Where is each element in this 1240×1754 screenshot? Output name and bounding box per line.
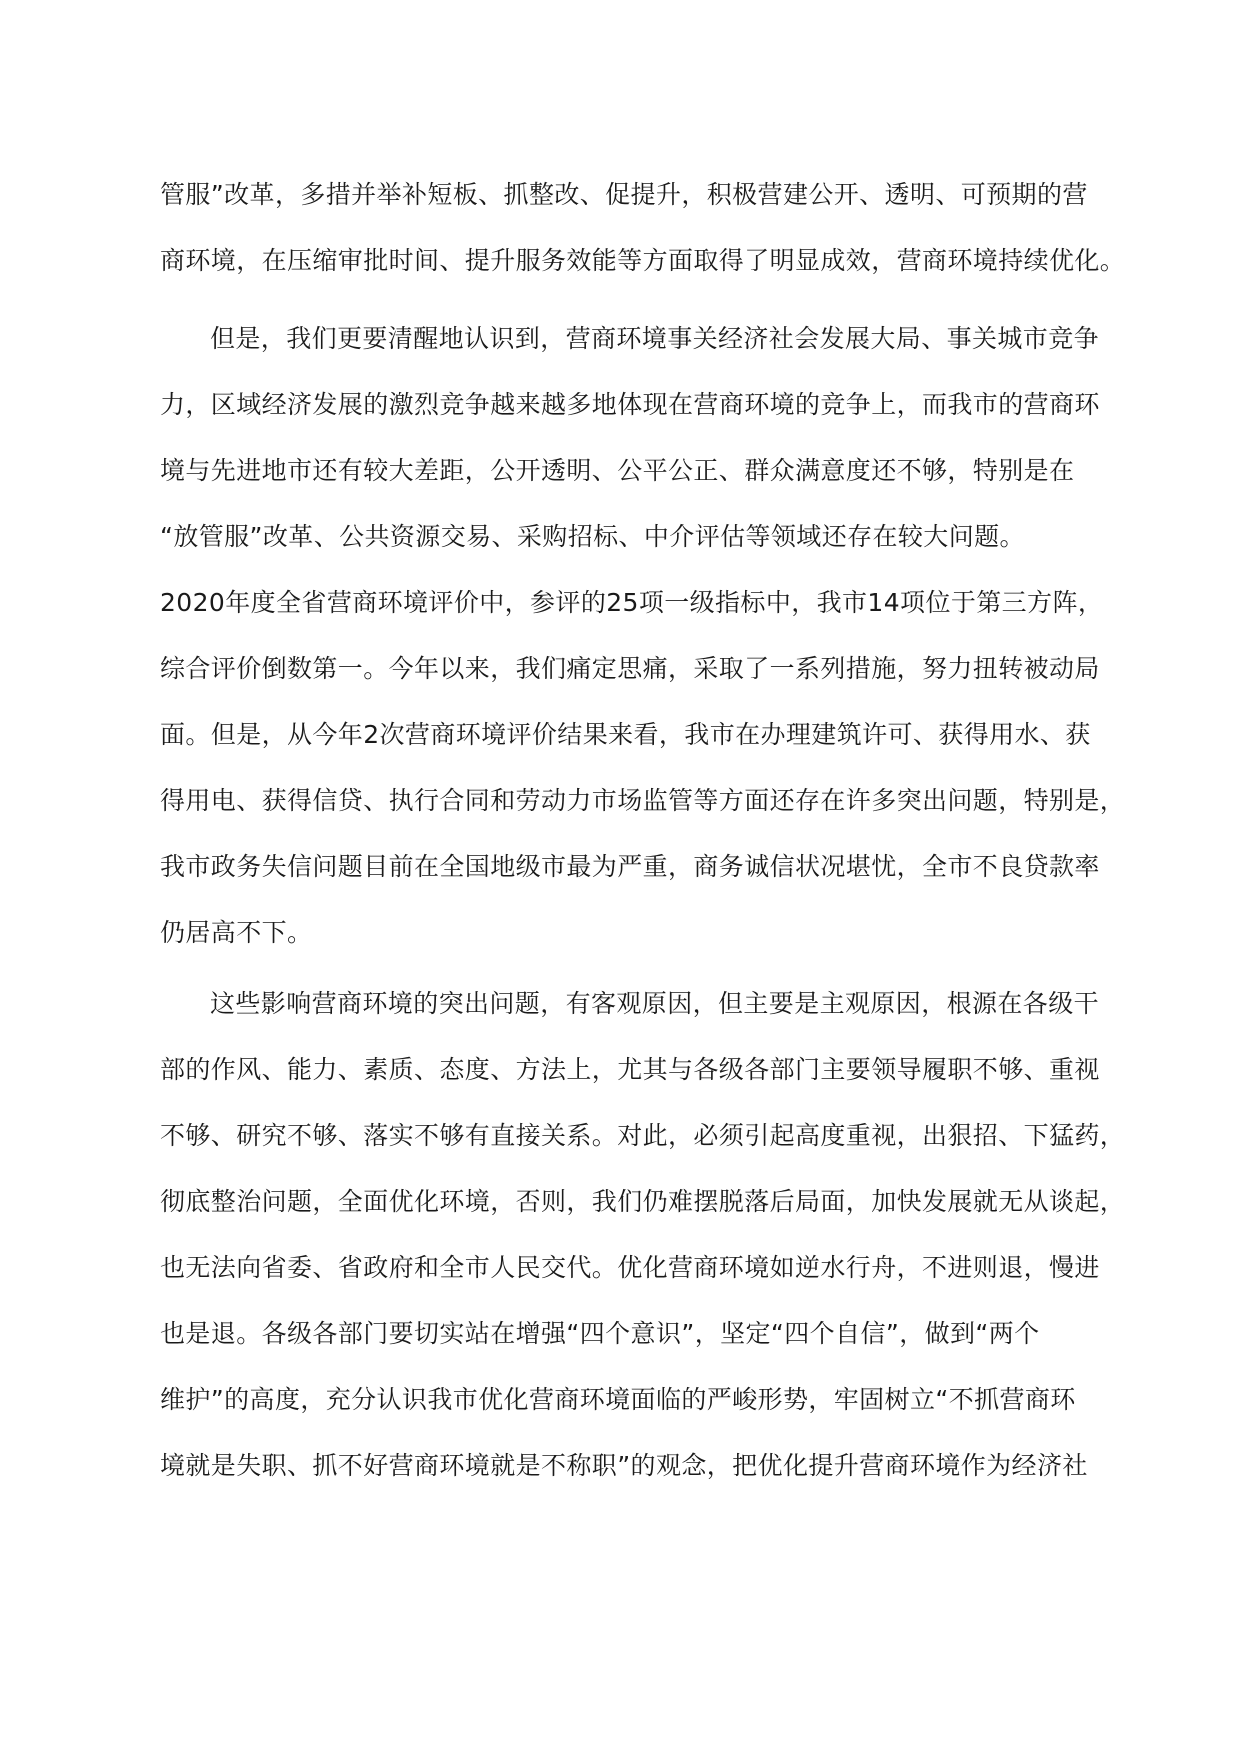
text-line: 综合评价倒数第一。今年以来，我们痛定思痛，采取了一系列措施，努力扭转被动局 — [160, 654, 1100, 683]
text-line: 彻底整治问题，全面优化环境，否则，我们仍难摆脱落后局面，加快发展就无从谈起， — [160, 1187, 1126, 1216]
text-line: 力，区域经济发展的激烈竞争越来越多地体现在营商环境的竞争上，而我市的营商环 — [160, 390, 1100, 419]
text-line: 不够、研究不够、落实不够有直接关系。对此，必须引起高度重视，出狠招、下猛药， — [160, 1121, 1126, 1150]
paragraph-2 — [160, 306, 1126, 966]
text-line: 也是退。各级各部门要切实站在增强“四个意识”，坚定“四个自信”，做到“两个 — [160, 1319, 1040, 1348]
text-line: 境与先进地市还有较大差距，公开透明、公平公正、群众满意度还不够，特别是在 — [160, 456, 1075, 485]
text-line: 我市政务失信问题目前在全国地级市最为严重，商务诚信状况堪忧，全市不良贷款率 — [160, 852, 1100, 881]
text-line: 维护”的高度，充分认识我市优化营商环境面临的严峻形势，牢固树立“不抓营商环 — [160, 1385, 1076, 1414]
text-line: 2020年度全省营商环境评价中，参评的25项一级指标中，我市14项位于第三方阵， — [160, 588, 1104, 617]
text-line: 仍居高不下。 — [160, 918, 313, 947]
text-line: 部的作风、能力、素质、态度、方法上，尤其与各级各部门主要领导履职不够、重视 — [160, 1055, 1100, 1084]
text-line: 境就是失职、抓不好营商环境就是不称职”的观念，把优化提升营商环境作为经济社 — [160, 1451, 1088, 1480]
text-line: “放管服”改革、公共资源交易、采购招标、中介评估等领域还存在较大问题。 — [160, 522, 1025, 551]
paragraph-1 — [160, 162, 1126, 294]
text-line: 管服”改革，多措并举补短板、抓整改、促提升，积极营建公开、透明、可预期的营 — [160, 180, 1088, 209]
text-line: 面。但是，从今年2次营商环境评价结果来看，我市在办理建筑许可、获得用水、获 — [160, 720, 1091, 749]
text-line: 也无法向省委、省政府和全市人民交代。优化营商环境如逆水行舟，不进则退，慢进 — [160, 1253, 1100, 1282]
paragraph-3 — [160, 971, 1126, 1499]
text-line: 商环境，在压缩审批时间、提升服务效能等方面取得了明显成效，营商环境持续优化。 — [160, 246, 1126, 275]
text-line: 得用电、获得信贷、执行合同和劳动力市场监管等方面还存在许多突出问题，特别是， — [160, 786, 1126, 815]
text-line-first: 但是，我们更要清醒地认识到，营商环境事关经济社会发展大局、事关城市竞争 — [210, 324, 1100, 353]
text-line-first: 这些影响营商环境的突出问题，有客观原因，但主要是主观原因，根源在各级干 — [210, 989, 1100, 1018]
